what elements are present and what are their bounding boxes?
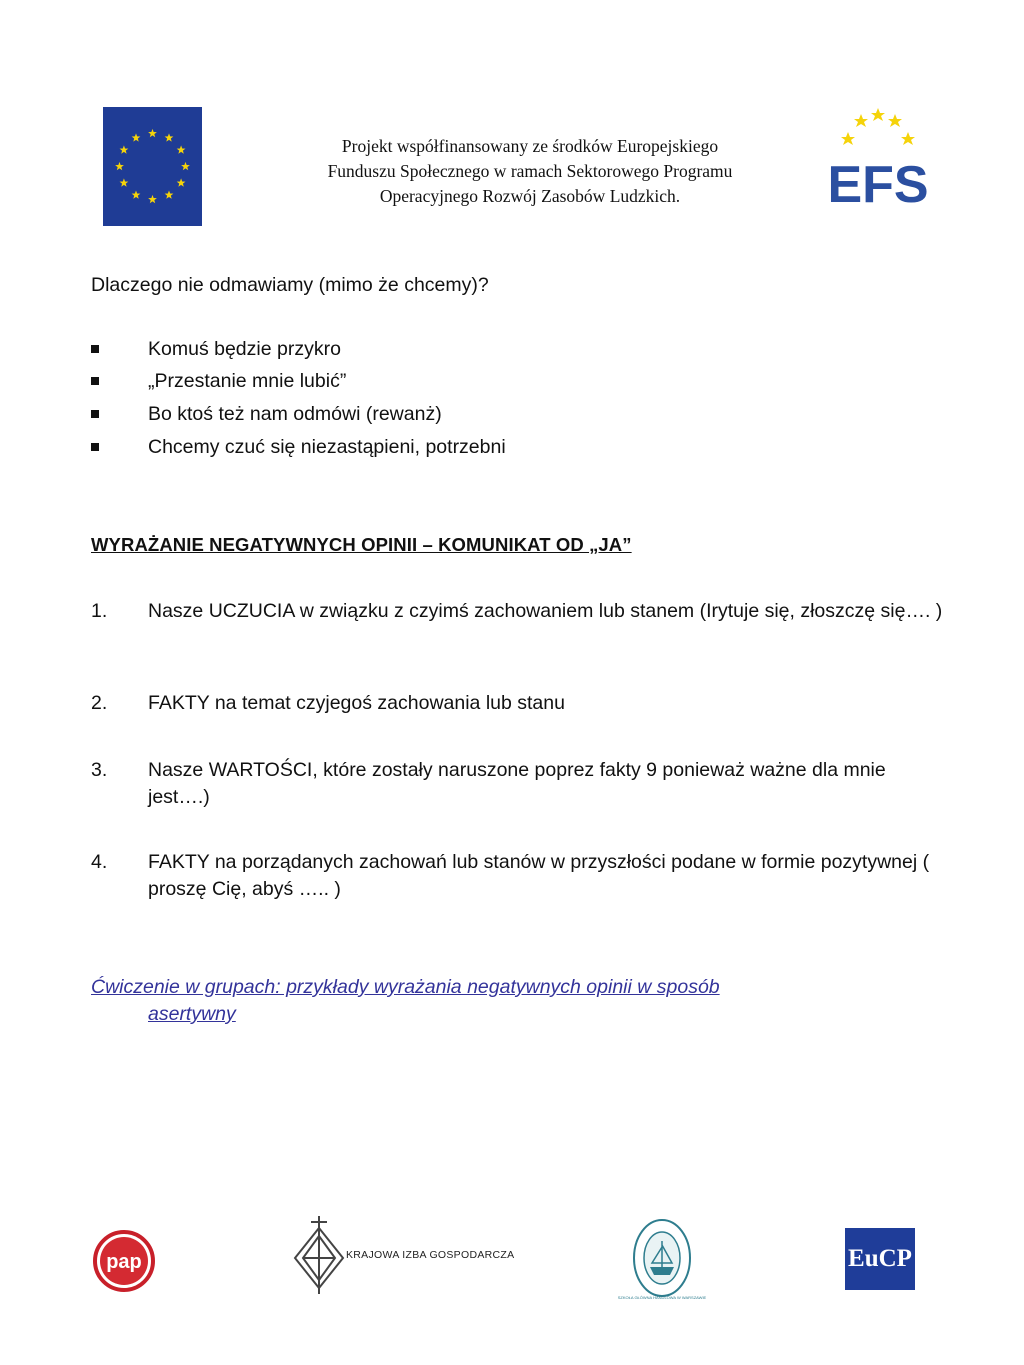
eu-flag-logo [103,107,202,226]
header-line-2: Funduszu Społecznego w ramach Sektorowego Programu [327,161,733,181]
bullet-text: „Przestanie mnie lubić” [148,370,347,392]
eu-star-icon [165,133,174,141]
exercise-line-1: Ćwiczenie w grupach: przykłady wyrażania negatywnych opinii w sposób [91,976,720,998]
item-number: 4. [91,851,108,873]
header-project-text [262,134,798,209]
item-text: FAKTY na temat czyjegoś zachowania lub stanu [148,692,565,714]
kig-logo-text: KRAJOWA IZBA GOSPODARCZA [346,1249,515,1261]
header-line-1: Projekt współfinansowany ze środków Europejskiego [341,136,719,156]
item-number: 3. [91,759,108,781]
sgh-logo [617,1215,707,1301]
eu-star-icon [148,129,157,137]
eu-star-icon [115,162,124,170]
eu-star-icon [177,178,186,186]
bullet-icon [91,336,99,363]
eucp-logo-text: EuCP [848,1245,912,1272]
exercise-line-2: asertywny [148,1003,236,1025]
efs-logo-text: EFS [827,156,929,214]
item-text: FAKTY na porządanych zachowań lub stanów w przyszłości podane w formie pozytywnej ( proszę Cię, abyś ….. ) [148,851,930,900]
item-text: Nasze WARTOŚCI, które zostały naruszone poprez fakty 9 ponieważ ważne dla mnie jest….) [148,759,886,808]
section-heading: WYRAŻANIE NEGATYWNYCH OPINII – KOMUNIKAT OD „JA” [91,534,632,555]
pap-logo [93,1230,155,1292]
pap-logo-text: pap [106,1251,142,1273]
item-number: 1. [91,600,108,622]
bullet-icon [91,434,99,461]
efs-logo [828,100,928,212]
bullet-text: Bo ktoś też nam odmówi (rewanż) [148,403,442,425]
exercise-link[interactable] [91,974,891,1028]
eu-stars-icon [103,107,202,226]
eu-star-icon [132,133,141,141]
bullet-icon [91,368,99,395]
eu-star-icon [120,145,129,153]
item-text: Nasze UCZUCIA w związku z czyimś zachowaniem lub stanem (Irytuje się, złoszczę się…. ) [148,600,943,622]
item-number: 2. [91,692,108,714]
eu-star-icon [165,190,174,198]
eu-star-icon [181,162,190,170]
eu-star-icon [132,190,141,198]
bullet-text: Chcemy czuć się niezastąpieni, potrzebni [148,436,506,458]
eucp-logo [845,1228,915,1290]
sgh-logo-text: SZKOŁA GŁÓWNA HANDLOWA W WARSZAWIE [617,1295,707,1300]
reasons-heading: Dlaczego nie odmawiamy (mimo że chcemy)? [91,274,489,296]
bullet-icon [91,401,99,428]
eu-star-icon [120,178,129,186]
header-line-3: Operacyjnego Rozwój Zasobów Ludzkich. [379,186,681,206]
eu-star-icon [148,195,157,203]
bullet-text: Komuś będzie przykro [148,338,341,360]
eu-star-icon [177,145,186,153]
